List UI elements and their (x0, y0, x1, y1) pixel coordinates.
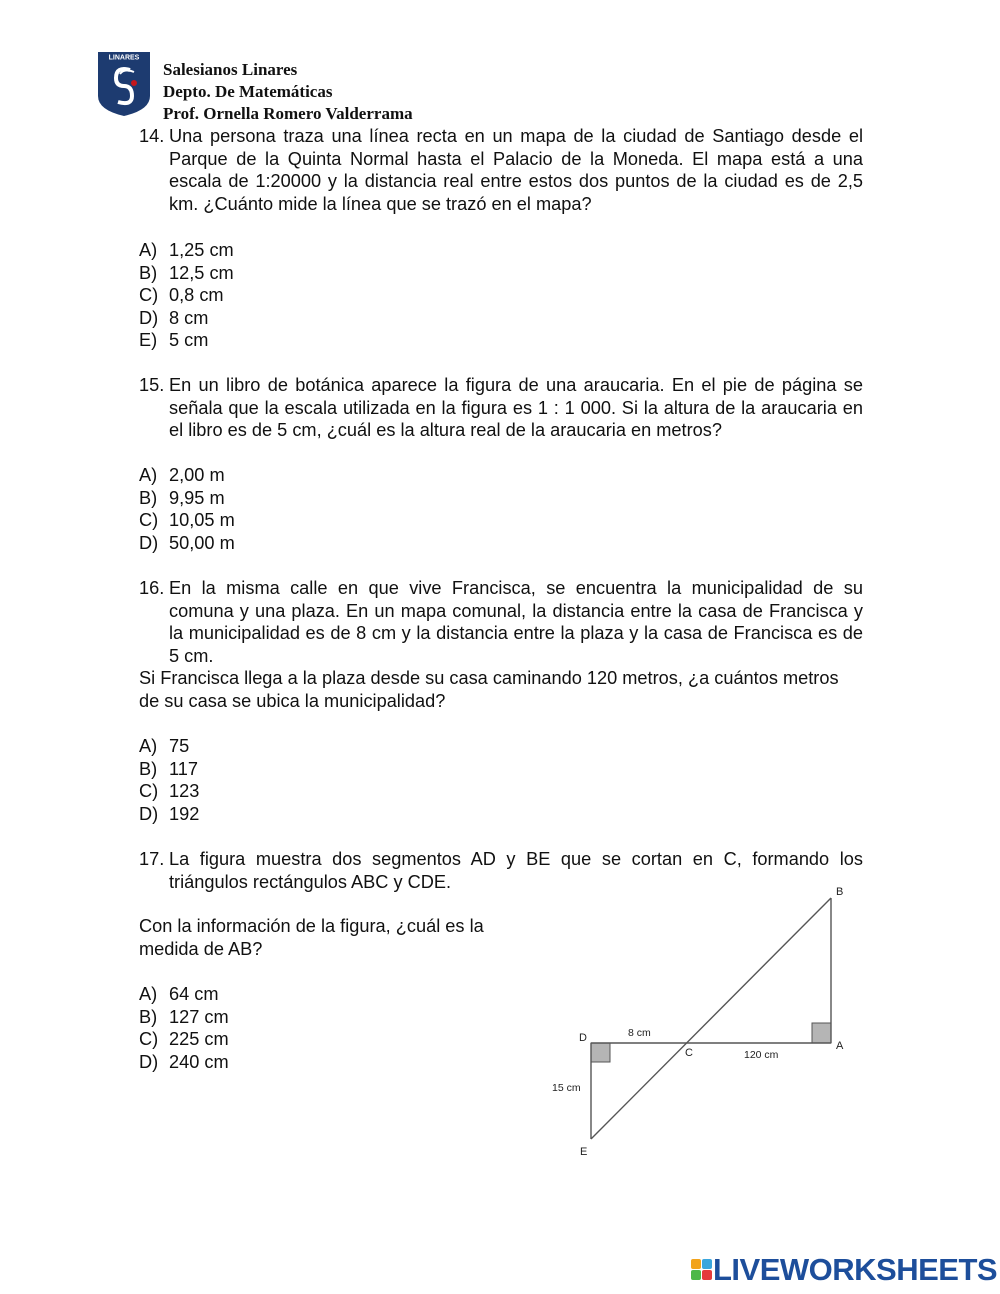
question-text: En la misma calle en que vive Francisca, se encuentra la municipalidad de su comuna y una plaza. En un mapa comunal, la distancia entre la casa de Francisca y la municipalidad es de 8 cm y la distancia entre la plaza y la casa de Francisca es de 5 cm. (169, 578, 863, 666)
option-c[interactable]: C) 123 (139, 781, 200, 802)
question-text: La figura muestra dos segmentos AD y BE que se cortan en C, formando los triángulos rectángulos ABC y CDE. (169, 849, 863, 892)
option-d[interactable]: D) 192 (139, 803, 200, 824)
option-b[interactable]: B) 9,95 m (139, 487, 225, 508)
option-a[interactable]: A) 75 (139, 736, 190, 756)
school-name: Salesianos Linares (163, 60, 298, 79)
question-14 (139, 125, 863, 215)
option-c[interactable]: C) 0,8 cm (139, 285, 224, 306)
point-d-label: D (579, 1032, 587, 1044)
option-d[interactable]: D) 240 cm (139, 1051, 229, 1072)
question-16 (139, 577, 863, 713)
school-crest-logo (96, 50, 152, 118)
question-15 (139, 374, 863, 442)
question-17-prompt (139, 915, 519, 960)
label-de-length: 15 cm (552, 1082, 581, 1094)
question-14-options (139, 239, 234, 352)
page-header (96, 50, 413, 123)
option-c[interactable]: C) 225 cm (139, 1029, 229, 1050)
question-number: 15. (139, 375, 165, 395)
question-text: En un libro de botánica aparece la figura de una araucaria. En el pie de página se señala que la escala utilizada en la figura es 1 : 1 000. Si la altura de la araucaria en el libro es de 5 cm, ¿cuál es la altura real de la araucaria en metros? (169, 375, 863, 441)
question-17-options (139, 983, 229, 1073)
option-d[interactable]: D) 50,00 m (139, 532, 235, 553)
option-a[interactable]: A) 64 cm (139, 984, 219, 1004)
label-ca-length: 120 cm (744, 1049, 779, 1061)
question-number: 16. (139, 578, 165, 598)
option-b[interactable]: B) 117 (139, 758, 198, 779)
teacher-name: Prof. Ornella Romero Valderrama (163, 104, 413, 123)
question-16-options (139, 735, 199, 825)
point-e-label: E (580, 1146, 588, 1158)
point-a-label: A (836, 1040, 844, 1052)
point-b-label: B (836, 886, 844, 898)
liveworksheets-icon (691, 1257, 713, 1283)
point-c-label: C (685, 1047, 693, 1059)
header-text (163, 59, 503, 125)
question-text: Una persona traza una línea recta en un mapa de la ciudad de Santiago desde el Parque de la Quinta Normal hasta el Palacio de la Moneda. El mapa está a una escala de 1:20000 y la distancia real entre estos dos puntos de la ciudad es de 2,5 km. ¿Cuánto mide la línea que se trazó en el mapa? (169, 126, 863, 214)
option-a[interactable]: A) 1,25 cm (139, 240, 234, 260)
option-c[interactable]: C) 10,05 m (139, 510, 235, 531)
question-number: 17. (139, 849, 165, 869)
svg-text:LINARES: LINARES (108, 54, 140, 62)
question-extra-text: Si Francisca llega a la plaza desde su casa caminando 120 metros, ¿a cuántos metros de su casa se ubica la municipalidad? (139, 668, 839, 711)
right-angle-a (812, 1023, 831, 1043)
option-a[interactable]: A) 2,00 m (139, 465, 225, 485)
label-dc-length: 8 cm (628, 1027, 651, 1039)
question-number: 14. (139, 126, 165, 146)
option-e[interactable]: E) 5 cm (139, 330, 209, 351)
liveworksheets-brand: LIVEWORKSHEETS (713, 1252, 998, 1287)
option-b[interactable]: B) 12,5 cm (139, 262, 234, 283)
segment-be (591, 898, 831, 1139)
right-angle-d (591, 1043, 610, 1062)
option-d[interactable]: D) 8 cm (139, 307, 209, 328)
department-name: Depto. De Matemáticas (163, 82, 333, 101)
question-15-options (139, 464, 235, 554)
question-extra-text: Con la información de la figura, ¿cuál es la medida de AB? (139, 916, 484, 959)
triangles-figure (548, 880, 858, 1160)
option-b[interactable]: B) 127 cm (139, 1006, 229, 1027)
liveworksheets-logo (691, 1253, 997, 1287)
